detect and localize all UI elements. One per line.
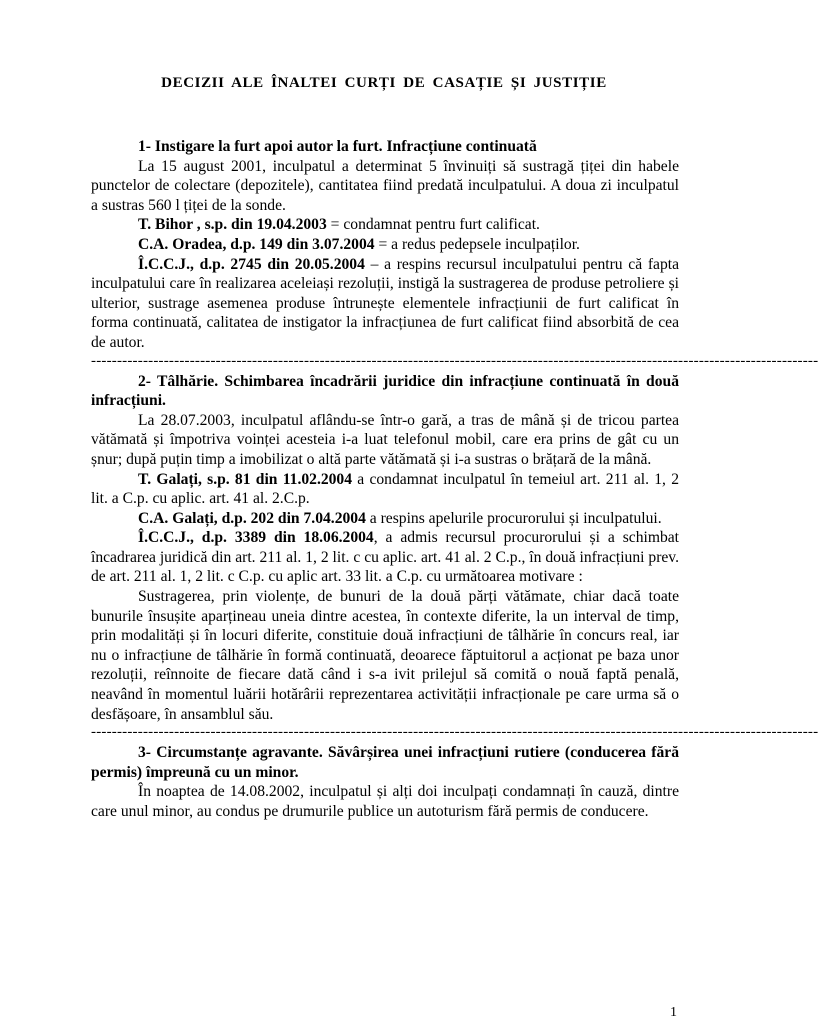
section-2-fact: La 28.07.2003, inculpatul aflându-se într-o gară, a tras de mână și de tricou partea vătămată și împotriva voinței acesteia i-a luat telefonul mobil, care era prins de gât cu un șnur; după puțin timp a imobilizat o altă parte vătămată și i-a sustras o brățară de la mână. (91, 411, 679, 468)
section-3-fact: În noaptea de 14.08.2002, inculpatul și alți doi inculpați condamnați în cauză, dintre care unul minor, au condus pe drumurile publice un autoturism fără permis de conducere. (91, 783, 679, 820)
section-1-fact: La 15 august 2001, inculpatul a determinat 5 învinuiți să sustragă țiței din habele punctelor de colectare (depozitele), cantitatea fiind predată inculpatului. A doua zi inculpatul a sustras 560 l țiței de la sonde. (91, 157, 679, 214)
section-1-ruling-1: T. Bihor , s.p. din 19.04.2003 = condamnat pentru furt calificat. (138, 216, 540, 234)
section-2-heading: 2- Tâlhărie. Schimbarea încadrării juridice din infracțiune continuată în două infracțiuni. (91, 372, 679, 410)
section-2-ruling-2: C.A. Galați, d.p. 202 din 7.04.2004 a respins apelurile procurorului și inculpatului. (138, 509, 662, 527)
section-1-heading: 1- Instigare la furt apoi autor la furt. Infracțiune continuată (138, 138, 537, 155)
section-3-heading: 3- Circumstanțe agravante. Săvârșirea unei infracțiuni rutiere (conducerea fără permis) împreună cu un minor. (91, 744, 679, 781)
page-number: 1 (670, 1005, 677, 1020)
section-2-reasoning: Sustragerea, prin violențe, de bunuri de la două părți vătămate, chiar dacă toate bunurile însușite aparțineau uneia dintre acestea, în contexte diferite, la un interval de timp, prin modalități și în locuri diferite, constituie două infracțiuni de tâlhărie în concurs real, iar nu o infracțiune de tâlhărie în formă continuată, deoarece făptuitorul a acționat pe baza unor rezoluții, reînnoite de fiecare dată când i s-a ivit prilejul să comită o nouă faptă penală, neavând în momentul luării hotărârii reprezentarea activității infracționale pe care urma să o desfășoare, în ansamblul său. (91, 588, 679, 723)
section-1-ruling-3: Î.C.C.J., d.p. 2745 din 20.05.2004 – a respins recursul inculpatului pentru că fapta inculpatului care în realizarea aceleiași rezoluții, instigă la sustragerea de produse petroliere și ulterior, sustrage asemenea produse întrunește elementele infracțiunii de furt calificat în forma continuată, calitatea de instigator la infracțiunea de furt calificat fiind absorbită de cea de autor. (91, 255, 679, 351)
section-2-ruling-3: Î.C.C.J., d.p. 3389 din 18.06.2004, a admis recursul procurorului și a schimbat încadrarea juridică din art. 211 al. 1, 2 lit. c cu aplic. art. 41 al. 2 C.p., în două infracțiuni prev. de art. 211 al. 1, 2 lit. c C.p. cu aplic art. 33 lit. a C.p. cu următoarea motivare : (91, 529, 680, 586)
document-body (91, 137, 818, 822)
page-title: DECIZII ALE ÎNALTEI CURȚI DE CASAȚIE ȘI JUSTIȚIE (161, 75, 607, 91)
section-1-ruling-2: C.A. Oradea, d.p. 149 din 3.07.2004 = a redus pedepsele inculpaților. (138, 235, 580, 253)
section-2-ruling-1: T. Galați, s.p. 81 din 11.02.2004 a condamnat inculpatul în temeiul art. 211 al. 1, 2 lit. a C.p. cu aplic. art. 41 al. 2.C.p. (91, 470, 679, 508)
section-separator: -------------------------------------------------------------------------------------------------------------------------------------------- (91, 352, 818, 369)
section-separator: -------------------------------------------------------------------------------------------------------------------------------------------- (91, 724, 818, 741)
